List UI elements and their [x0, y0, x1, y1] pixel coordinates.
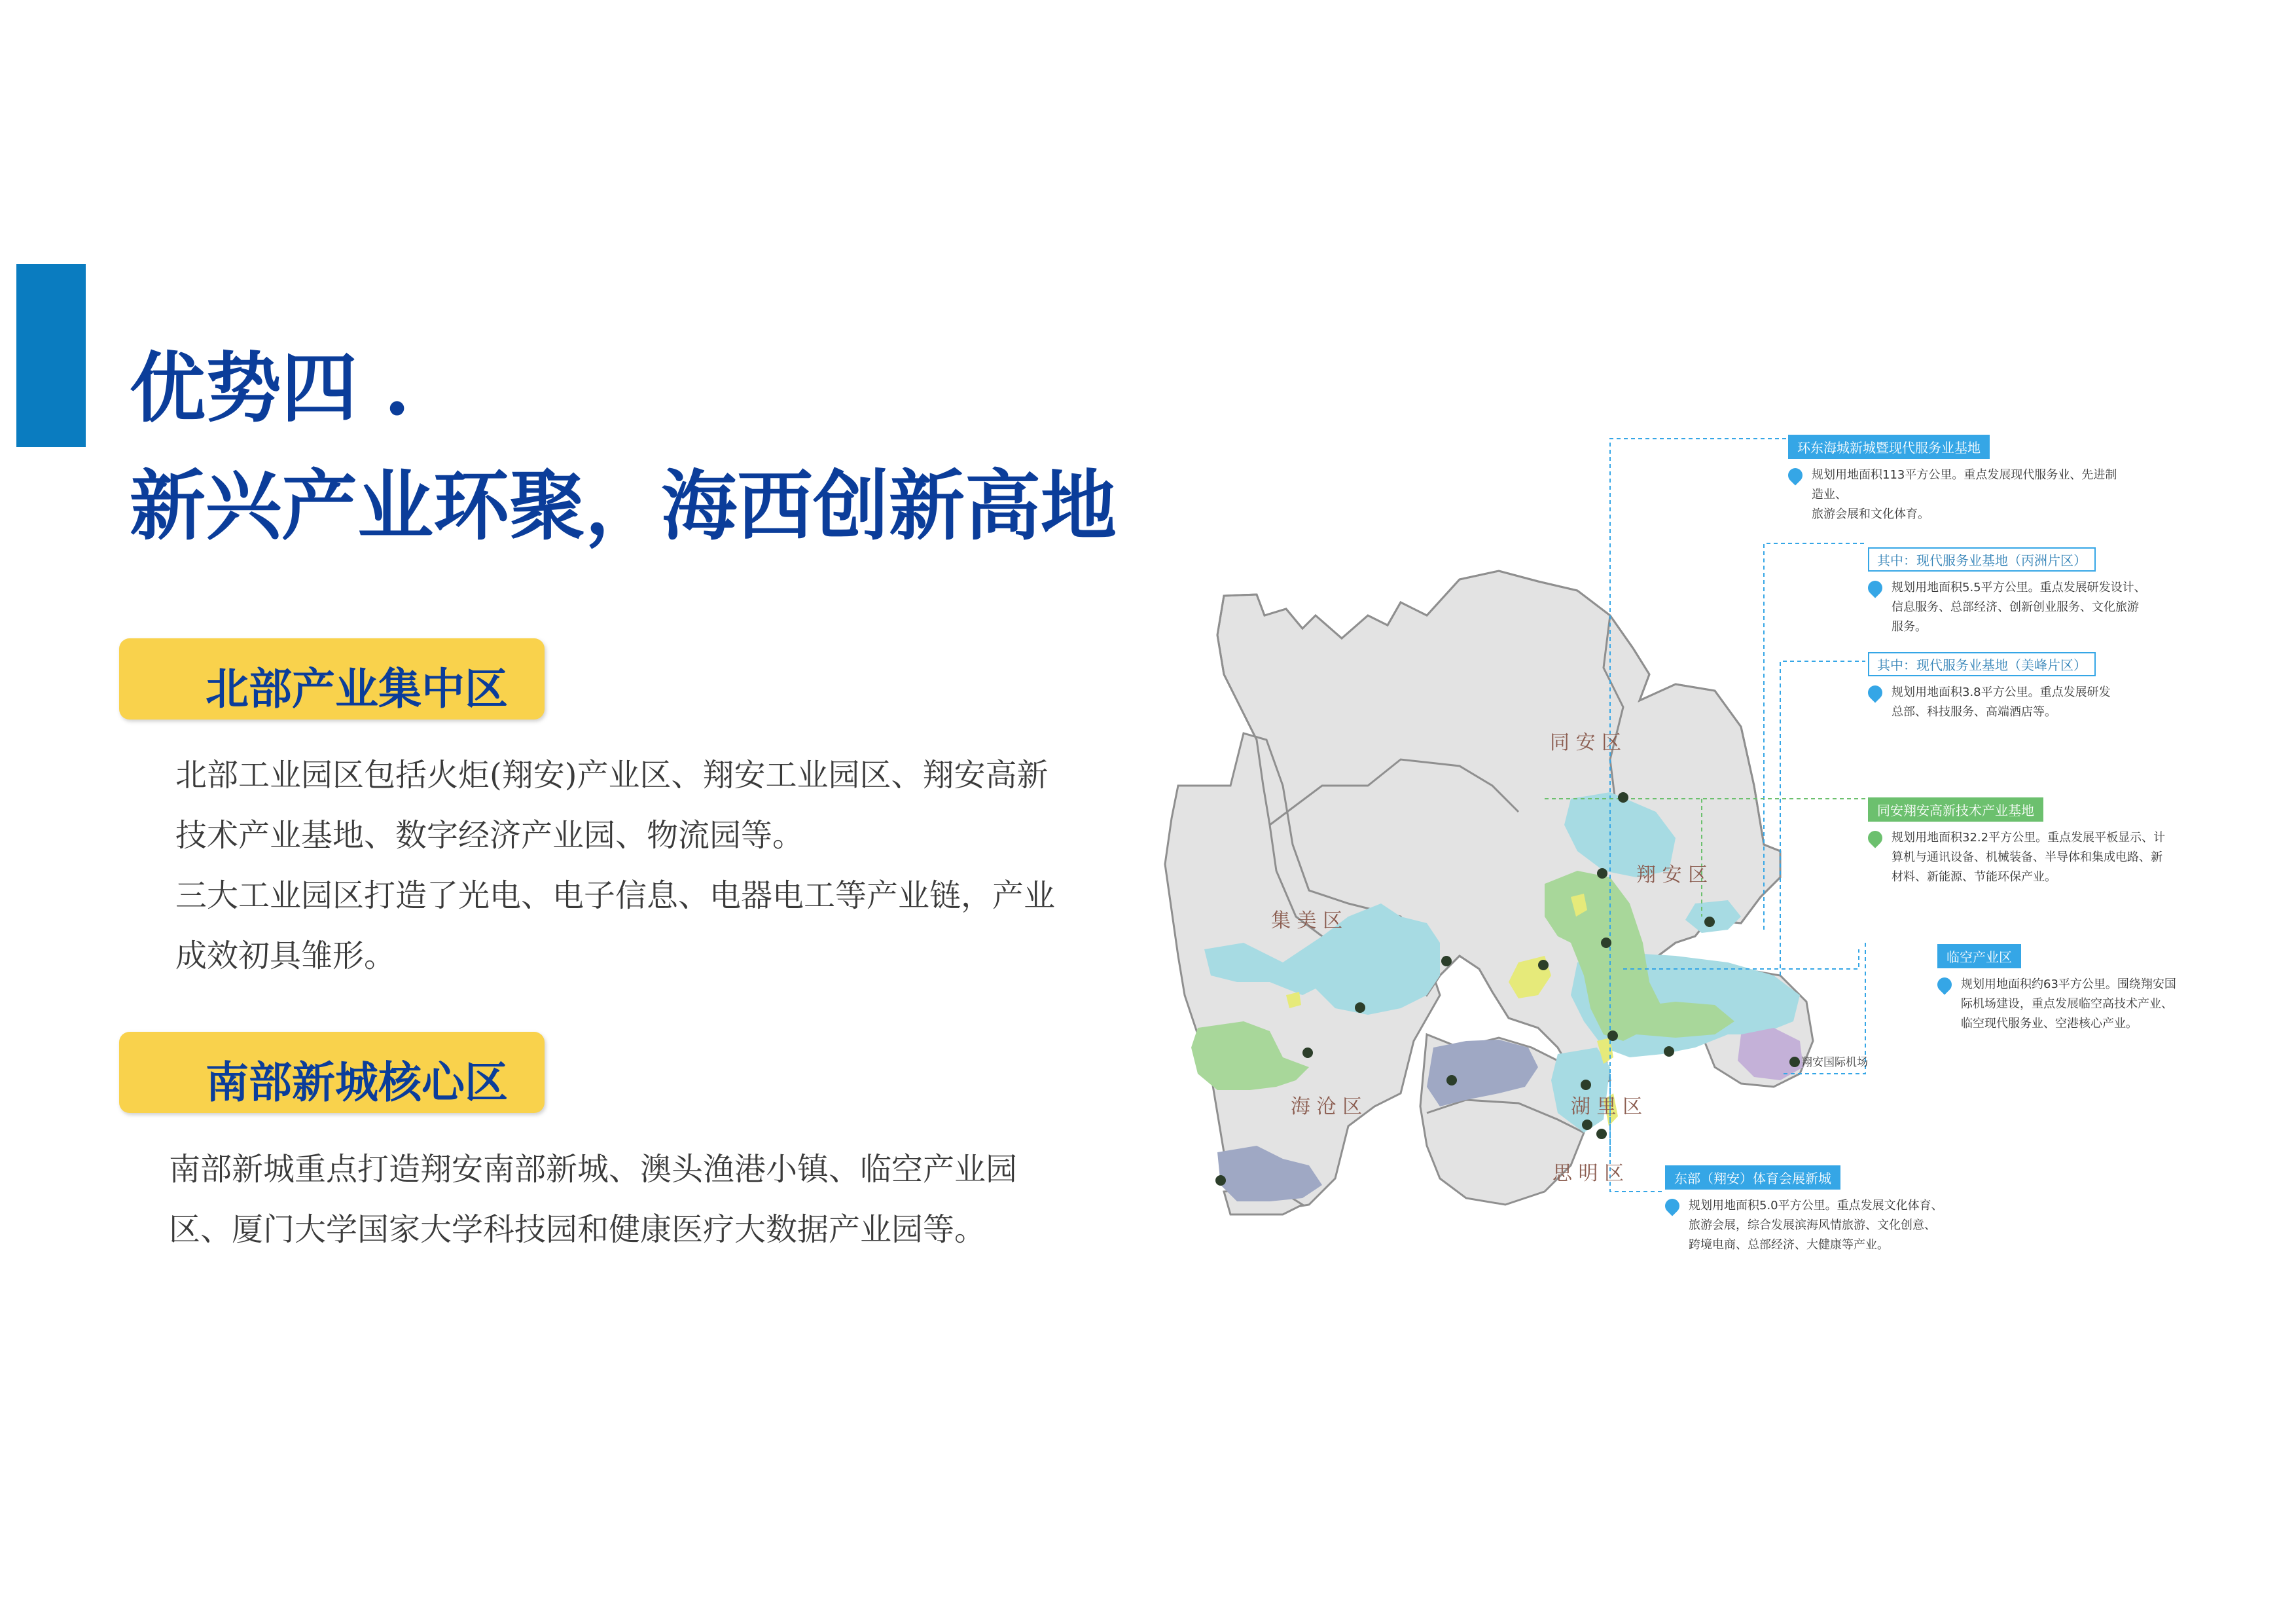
callout-line: 算机与通讯设备、机械装备、半导体和集成电路、新	[1892, 850, 2162, 864]
callout-line: 规划用地面积3.8平方公里。重点发展研发	[1892, 685, 2111, 699]
site-dot	[1355, 1002, 1365, 1013]
callout-line: 规划用地面积约63平方公里。围绕翔安国	[1961, 977, 2176, 991]
south-section-heading-pill	[119, 1032, 545, 1113]
water-drop-icon	[1865, 577, 1885, 598]
callout-line: 规划用地面积5.0平方公里。重点发展文化体育、	[1689, 1199, 1943, 1213]
callout-line: 临空现代服务业、空港核心产业。	[1961, 1017, 2138, 1030]
callout-line: 际机场建设，重点发展临空高技术产业、	[1961, 997, 2173, 1011]
water-drop-icon	[1785, 465, 1805, 485]
callout-line: 规划用地面积32.2平方公里。重点发展平板显示、计	[1892, 831, 2166, 845]
district-label-tongan: 同 安 区	[1550, 731, 1622, 754]
site-dot	[1441, 956, 1452, 966]
callout-line: 旅游会展，综合发展滨海风情旅游、文化创意、	[1689, 1218, 1936, 1232]
callout-line: 旅游会展和文化体育。	[1812, 507, 1929, 521]
site-dot	[1704, 917, 1715, 927]
site-dot	[1618, 792, 1628, 803]
site-dot	[1664, 1046, 1674, 1057]
callout-title: 东部（翔安）体育会展新城	[1665, 1165, 1840, 1190]
site-dot	[1582, 1120, 1592, 1130]
district-label-jimei: 集 美 区	[1271, 909, 1343, 932]
district-label-xiangan: 翔 安 区	[1636, 864, 1708, 886]
district-label-siming: 思 明 区	[1552, 1162, 1624, 1185]
site-dot	[1607, 1030, 1618, 1041]
north-section-body	[175, 745, 1055, 986]
callout-line: 总部、科技服务、高端酒店等。	[1892, 705, 2056, 719]
callout-bingzhou	[1868, 547, 2162, 637]
callout-east-coast-city	[1788, 435, 2128, 524]
callout-title: 同安翔安高新技术产业基地	[1868, 797, 2043, 822]
south-section-body	[169, 1139, 1017, 1260]
callout-title: 其中：现代服务业基地（丙洲片区）	[1868, 547, 2096, 572]
callout-line: 规划用地面积113平方公里。重点发展现代服务业、先进制造业、	[1812, 468, 2117, 501]
site-dot	[1581, 1080, 1591, 1090]
site-dot	[1596, 1129, 1607, 1139]
site-dot	[1538, 960, 1549, 970]
south-section-heading: 南部新城核心区	[206, 1057, 508, 1108]
title-accent-bar	[16, 264, 86, 447]
leader-line	[1780, 661, 1865, 976]
site-dot	[1601, 938, 1611, 948]
callout-title: 环东海城新城暨现代服务业基地	[1788, 435, 1990, 459]
site-dot	[1597, 868, 1607, 879]
callout-line: 服务。	[1892, 620, 1927, 634]
callout-line: 规划用地面积5.5平方公里。重点发展研发设计、	[1892, 581, 2146, 594]
water-drop-icon	[1865, 682, 1885, 702]
callout-airport-zone	[1937, 944, 2219, 1034]
site-dot	[1215, 1175, 1226, 1186]
water-drop-icon	[1934, 974, 1954, 994]
airport-label: 翔安国际机场	[1801, 1056, 1868, 1069]
district-label-huli: 湖 里 区	[1571, 1095, 1643, 1118]
water-drop-icon	[1865, 828, 1885, 848]
callout-sports-expo-city	[1665, 1165, 1992, 1255]
district-label-haicang: 海 沧 区	[1291, 1095, 1363, 1118]
north-section-heading: 北部产业集中区	[206, 663, 508, 714]
north-text-line: 成效初具雏形。	[175, 938, 396, 974]
callout-title: 其中：现代服务业基地（美峰片区）	[1868, 652, 2096, 676]
site-dot	[1789, 1057, 1800, 1067]
callout-line: 信息服务、总部经济、创新创业服务、文化旅游	[1892, 600, 2139, 614]
site-dot	[1446, 1075, 1457, 1085]
north-text-line: 北部工业园区包括火炬(翔安)产业区、翔安工业园区、翔安高新	[175, 757, 1049, 793]
callout-line: 材料、新能源、节能环保产业。	[1892, 870, 2056, 884]
xiamen-industry-map	[1152, 419, 2296, 1336]
page-title-line2: 新兴产业环聚，海西创新高地	[130, 462, 1117, 551]
north-section-heading-pill	[119, 638, 545, 720]
south-text-line: 南部新城重点打造翔安南部新城、澳头渔港小镇、临空产业园	[169, 1151, 1018, 1188]
water-drop-icon	[1662, 1195, 1682, 1216]
callout-meifeng	[1868, 652, 2156, 722]
callout-line: 跨境电商、总部经济、大健康等产业。	[1689, 1238, 1889, 1252]
page-title-line1: 优势四 .	[130, 344, 410, 433]
callout-hightech-base	[1868, 797, 2202, 887]
site-dot	[1302, 1048, 1313, 1058]
south-text-line: 区、厦门大学国家大学科技园和健康医疗大数据产业园等。	[169, 1211, 986, 1248]
north-text-line: 三大工业园区打造了光电、电子信息、电器电工等产业链，产业	[175, 877, 1056, 914]
callout-title: 临空产业区	[1937, 944, 2021, 968]
north-text-line: 技术产业基地、数字经济产业园、物流园等。	[175, 817, 804, 854]
land-layer	[1165, 571, 1813, 1214]
